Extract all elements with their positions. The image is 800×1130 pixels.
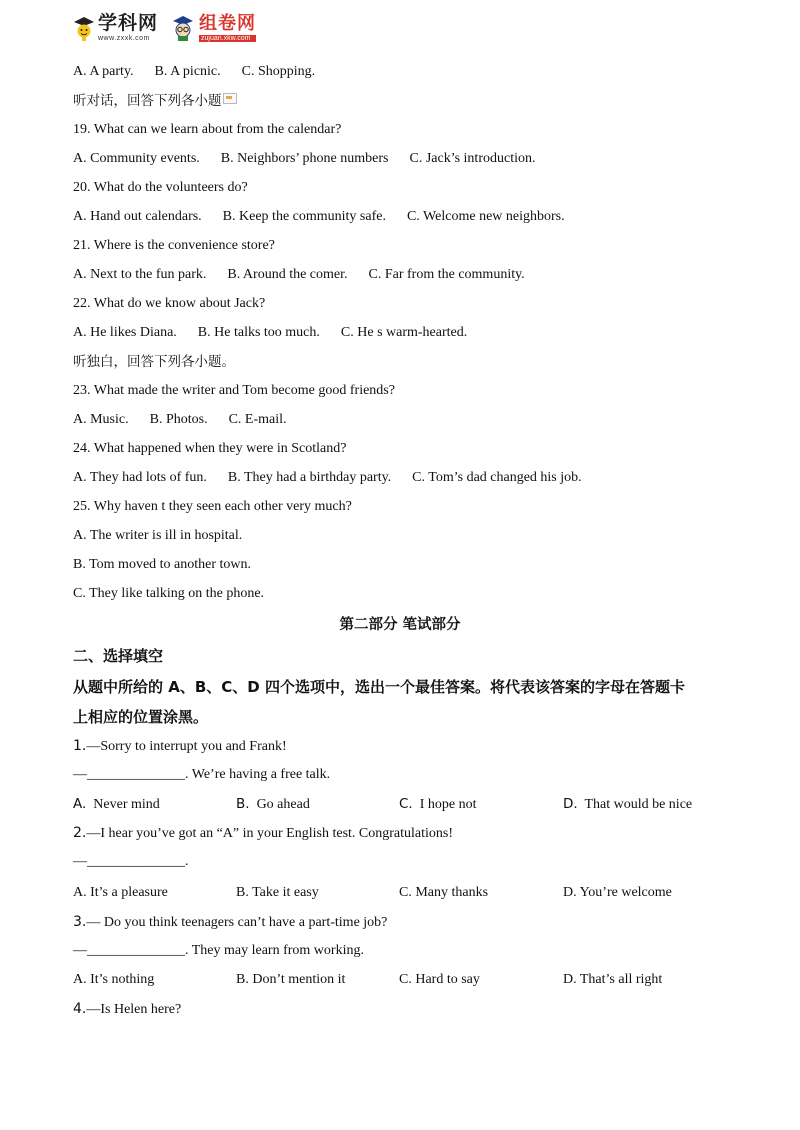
dialog-intro [73,92,237,111]
q2-stem: —I hear you’ve got an “A” in your English test. Congratulations! [86,826,453,841]
q3-option-c: C. Hard to say [399,972,480,987]
zxxk-logo [72,14,158,42]
zujuan-logo [170,14,256,42]
question-3 [73,913,387,932]
q19-options: A. Community events. B. Neighbors’ phone numbers C. Jack’s introduction. [73,151,536,166]
q1-option-d-text: That would be nice [584,797,693,812]
q1-option-c-letter: C. [399,796,413,812]
question-19: 19. What can we learn about from the calendar? [73,122,342,137]
q25-option-c: C. They like talking on the phone. [73,586,265,601]
q3-option-a: A. It’s nothing [73,972,155,987]
q1-option-d-letter: D. [563,796,578,812]
q25-option-b: B. Tom moved to another town. [73,557,252,572]
q3-blank: —______________. They may learn from working. [73,943,364,958]
question-22: 22. What do we know about Jack? [73,296,266,311]
question-4 [73,1000,181,1019]
dialog-intro-text: 听对话，回答下列各小题 [73,93,222,109]
monologue-intro: 听独白，回答下列各小题。 [73,354,235,370]
q1-option-b-letter: B. [236,796,250,812]
q1-option-d [563,795,692,814]
q20-options: A. Hand out calendars. B. Keep the community safe. C. Welcome new neighbors. [73,209,565,224]
q23-options: A. Music. B. Photos. C. E-mail. [73,412,287,427]
graduate-mascot-icon [72,14,96,42]
q2-option-d: D. You’re welcome [563,885,672,900]
q1-option-a [73,795,160,814]
q3-option-d: D. That’s all right [563,972,663,987]
logo2-url: zujuan.xkw.com [199,35,256,42]
q18-options: A. A party. B. A picnic. C. Shopping. [73,64,316,79]
instruction-line-2: 上相应的位置涂黑。 [73,708,209,726]
student-mascot-icon [170,14,196,42]
logo1-name: 学科网 [98,12,159,34]
q1-option-b [236,795,310,814]
q1-number: 1. [73,738,87,754]
q2-number: 2. [73,825,87,841]
q3-stem: — Do you think teenagers can’t have a part-time job? [86,915,388,930]
instruction-line-1: 从题中所给的 A、B、C、D 四个选项中，选出一个最佳答案。将代表该答案的字母在答题卡 [73,678,685,696]
q3-option-b: B. Don’t mention it [236,972,346,987]
q25-option-a: A. The writer is ill in hospital. [73,528,243,543]
q2-option-a: A. It’s a pleasure [73,885,168,900]
logo2-name: 组卷网 [199,12,257,34]
part2-title: 第二部分 笔试部分 [339,617,461,633]
q3-number: 3. [73,914,87,930]
logo1-url: www.zxxk.com [98,35,150,42]
q2-option-c: C. Many thanks [399,885,489,900]
q2-blank: —______________. [73,854,189,869]
q1-option-a-letter: A. [73,796,87,812]
question-23: 23. What made the writer and Tom become good friends? [73,383,395,398]
q22-options: A. He likes Diana. B. He talks too much. C. He s warm-hearted. [73,325,468,340]
header-logos [72,10,256,46]
question-21: 21. Where is the convenience store? [73,238,275,253]
question-1 [73,737,287,756]
q21-options: A. Next to the fun park. B. Around the comer. C. Far from the community. [73,267,525,282]
q1-option-c-text: I hope not [419,797,477,812]
q1-stem: —Sorry to interrupt you and Frank! [86,739,287,754]
broken-image-icon [223,93,237,104]
q4-number: 4. [73,1001,87,1017]
q1-blank: —______________. We’re having a free talk. [73,767,331,782]
q1-option-b-text: Go ahead [256,797,310,812]
q2-option-b: B. Take it easy [236,885,319,900]
question-24: 24. What happened when they were in Scotland? [73,441,347,456]
question-2 [73,824,453,843]
question-20: 20. What do the volunteers do? [73,180,248,195]
question-25: 25. Why haven t they seen each other very much? [73,499,352,514]
q4-stem: —Is Helen here? [86,1002,182,1017]
q1-option-c [399,795,476,814]
q1-option-a-text: Never mind [93,797,160,812]
q24-options: A. They had lots of fun. B. They had a birthday party. C. Tom’s dad changed his job. [73,470,582,485]
section-heading: 二、选择填空 [73,647,164,665]
